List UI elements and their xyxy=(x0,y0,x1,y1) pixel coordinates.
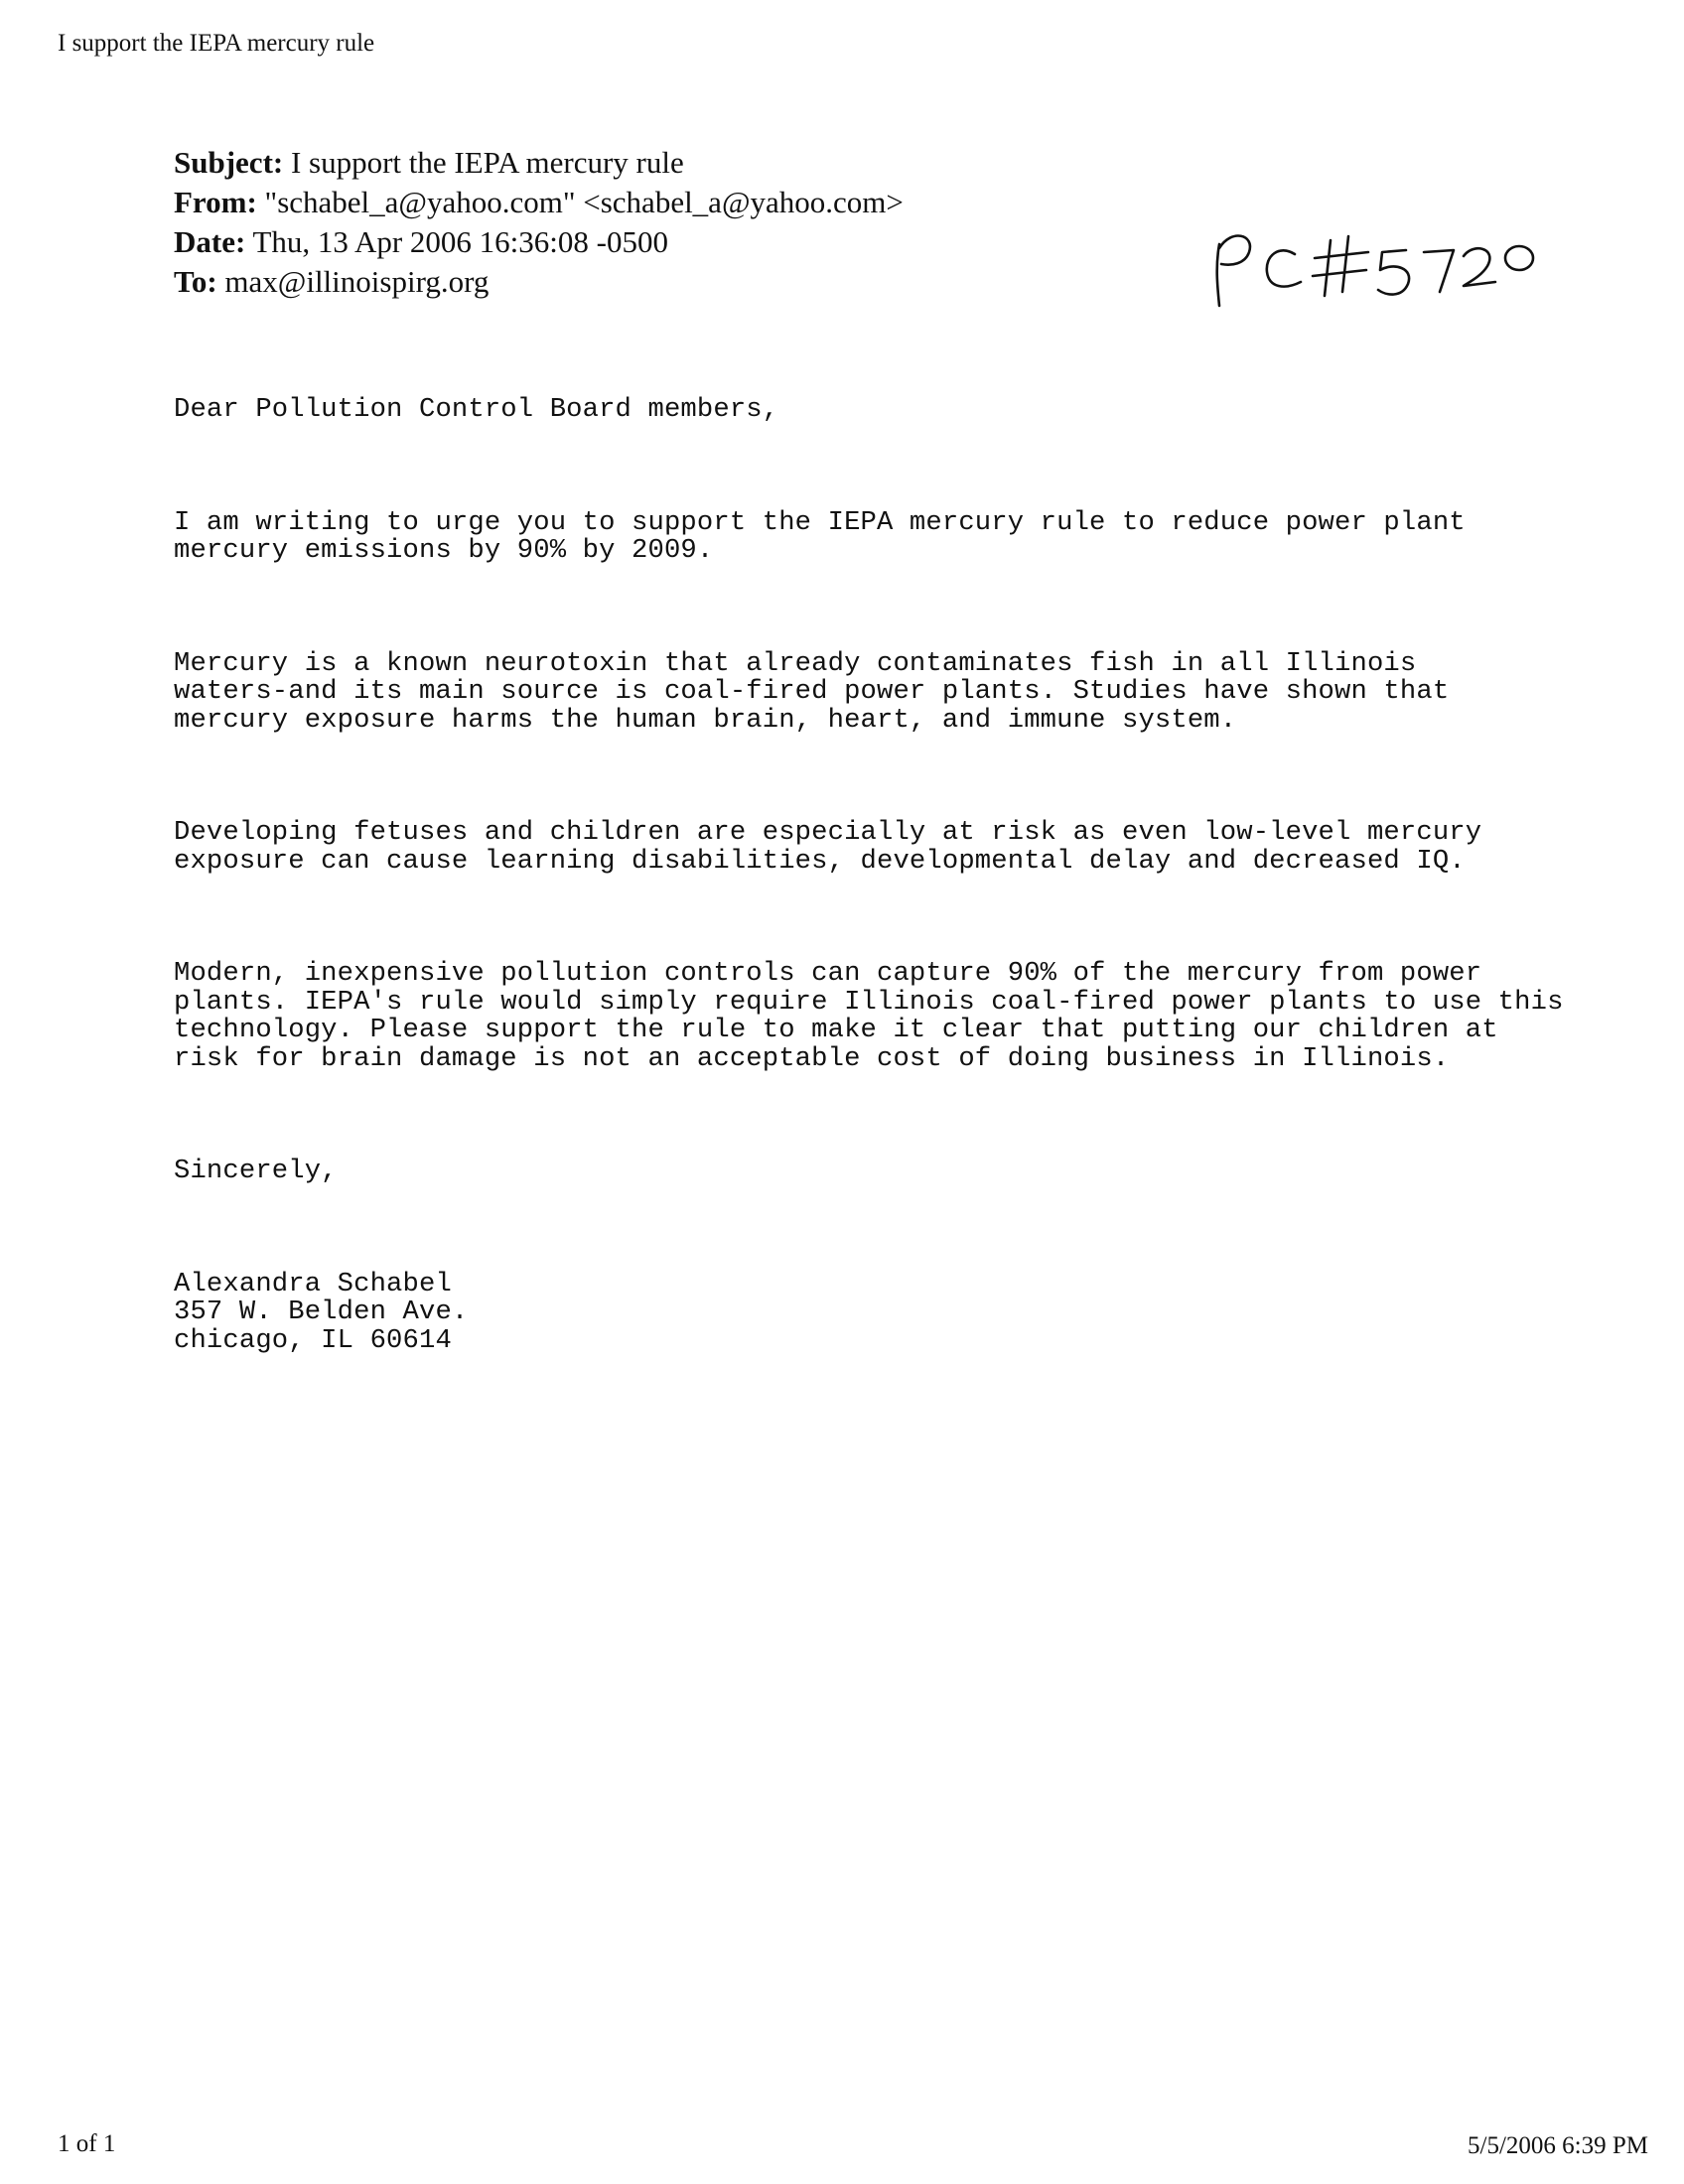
page-running-header: I support the IEPA mercury rule xyxy=(58,30,375,57)
from-row xyxy=(174,183,904,222)
closing: Sincerely, xyxy=(174,1156,338,1186)
handwritten-pc-number xyxy=(1209,226,1547,336)
salutation: Dear Pollution Control Board members, xyxy=(174,394,779,425)
body-paragraph: Modern, inexpensive pollution controls can capture 90% of the mercury from power plants. IEPA's rule would simply require Illinois coal-fired power plants to use this technology. Please support the rule to make it clear that putting our children at risk for brain damage is not an acceptable cost of doing business in Illinois. xyxy=(174,958,1564,1074)
to-row xyxy=(174,262,904,302)
to-label: To: xyxy=(174,264,217,299)
date-label: Date: xyxy=(174,224,246,259)
date-row xyxy=(174,222,904,262)
page-number: 1 of 1 xyxy=(58,2130,116,2157)
email-headers xyxy=(174,143,904,302)
print-timestamp: 5/5/2006 6:39 PM xyxy=(1468,2132,1648,2159)
signature-block: Alexandra Schabel 357 W. Belden Ave. chicago, IL 60614 xyxy=(174,1268,469,1356)
body-paragraph: Mercury is a known neurotoxin that already contaminates fish in all Illinois waters-and its main source is coal-fired power plants. Studies have shown that mercury exposure harms the human brain, heart, and immune system. xyxy=(174,647,1450,736)
body-paragraph: Developing fetuses and children are especially at risk as even low-level mercury exposure can cause learning disabilities, developmental delay and decreased IQ. xyxy=(174,817,1482,877)
subject-row xyxy=(174,143,904,183)
email-body xyxy=(174,340,1564,1384)
subject-value: I support the IEPA mercury rule xyxy=(290,145,684,180)
from-value: "schabel_a@yahoo.com" <schabel_a@yahoo.com> xyxy=(264,185,904,219)
date-value: Thu, 13 Apr 2006 16:36:08 -0500 xyxy=(252,224,668,259)
body-paragraph: I am writing to urge you to support the IEPA mercury rule to reduce power plant mercury emissions by 90% by 2009. xyxy=(174,506,1466,566)
handwritten-pc-number-drawing xyxy=(1209,226,1547,336)
to-value: max@illinoispirg.org xyxy=(224,264,490,299)
from-label: From: xyxy=(174,185,257,219)
subject-label: Subject: xyxy=(174,145,284,180)
